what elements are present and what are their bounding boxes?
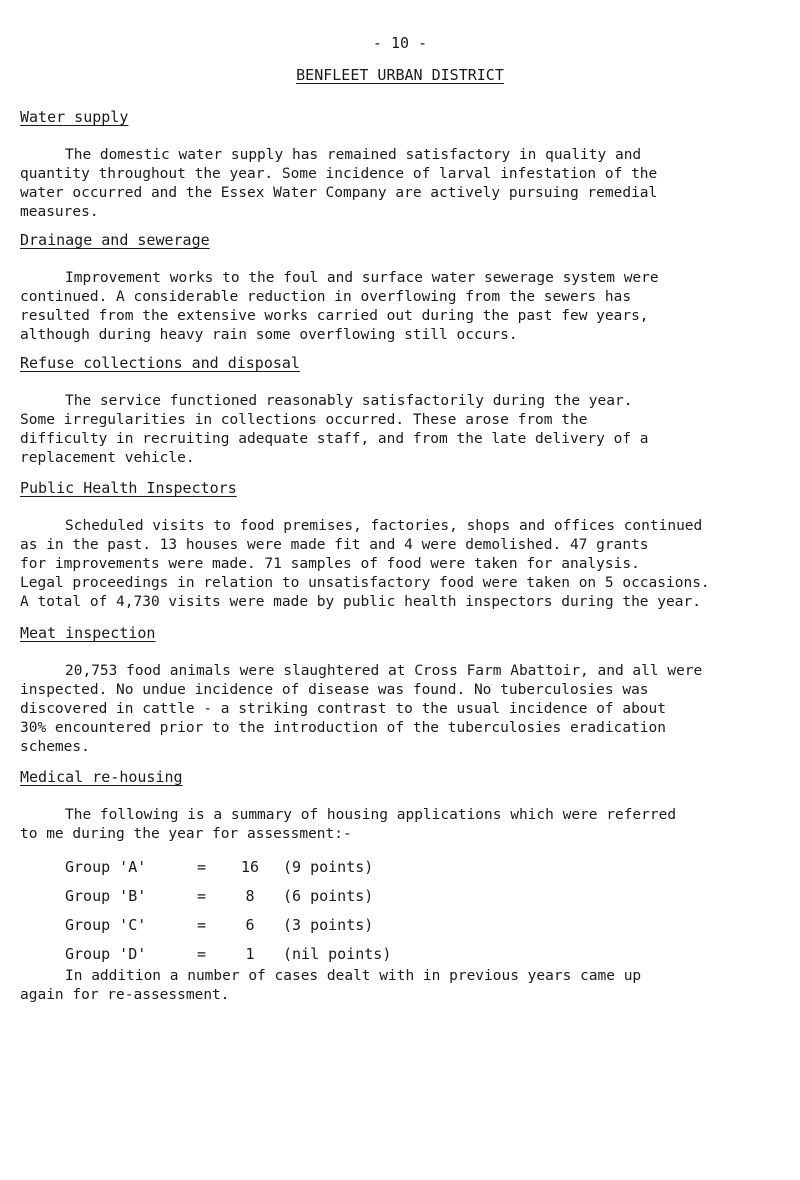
section-medical-rehousing xyxy=(20,768,780,844)
group-row xyxy=(65,887,423,916)
group-count: 16 xyxy=(240,858,260,876)
document-title: BENFLEET URBAN DISTRICT xyxy=(296,66,504,84)
section-public-health-inspectors xyxy=(20,479,780,612)
equals-sign: = xyxy=(197,887,207,905)
closing-text: In addition a number of cases dealt with in previous years came up again for re-assessment. xyxy=(20,968,642,1003)
section-heading: Public Health Inspectors xyxy=(20,479,237,497)
section-heading: Meat inspection xyxy=(20,624,156,642)
equals-sign: = xyxy=(197,916,207,934)
section-body: The domestic water supply has remained satisfactory in quality and quantity throughout the year. Some incidence of larval infestation of the water occurred and the Essex Water Company are actively pursuing remedial measures. xyxy=(20,147,658,220)
group-row xyxy=(65,858,423,887)
group-name: Group 'C' xyxy=(65,916,147,934)
group-name: Group 'D' xyxy=(65,945,147,963)
section-body: Improvement works to the foul and surface water sewerage system were continued. A considerable reduction in overflowing from the sewers has resulted from the extensive works carried out during the past few years, although during heavy rain some overflowing still occurs. xyxy=(20,270,659,343)
section-refuse xyxy=(20,354,780,468)
group-name: Group 'A' xyxy=(65,858,147,876)
section-drainage xyxy=(20,231,780,345)
section-body: 20,753 food animals were slaughtered at Cross Farm Abattoir, and all were inspected. No undue incidence of disease was found. No tuberculosies was discovered in cattle - a striking contrast to the usual incidence of about 30% encountered prior to the introduction of the tuberculosies eradication schemes. xyxy=(20,663,703,755)
section-body: Scheduled visits to food premises, factories, shops and offices continued as in the past. 13 houses were made fit and 4 were demolished. 47 grants for improvements were made. 71 samples of food were taken for analysis. Legal proceedings in relation to unsatisfactory food were taken on 5 occasions. A total of 4,730 visits were made by public health inspectors during the year. xyxy=(20,518,710,610)
housing-groups-table xyxy=(65,858,423,974)
group-name: Group 'B' xyxy=(65,887,147,905)
equals-sign: = xyxy=(197,858,207,876)
closing-paragraph xyxy=(20,967,780,1005)
section-body: The following is a summary of housing applications which were referred to me during the year for assessment:- xyxy=(20,807,677,842)
section-heading: Drainage and sewerage xyxy=(20,231,210,249)
section-heading: Refuse collections and disposal xyxy=(20,354,300,372)
section-water-supply xyxy=(20,108,780,222)
section-heading: Medical re-housing xyxy=(20,768,183,786)
group-points: (3 points) xyxy=(283,916,374,934)
group-count: 6 xyxy=(245,916,255,934)
group-points: (nil points) xyxy=(283,945,392,963)
section-heading: Water supply xyxy=(20,108,129,126)
group-points: (6 points) xyxy=(283,887,374,905)
group-row xyxy=(65,916,423,945)
group-count: 8 xyxy=(245,887,255,905)
section-body: The service functioned reasonably satisfactorily during the year. Some irregularities in collections occurred. These arose from the difficulty in recruiting adequate staff, and from the late delivery of a replacement vehicle. xyxy=(20,393,649,466)
group-count: 1 xyxy=(245,945,255,963)
page-number: - 10 - xyxy=(372,34,428,52)
equals-sign: = xyxy=(197,945,207,963)
section-meat-inspection xyxy=(20,624,780,757)
group-points: (9 points) xyxy=(283,858,374,876)
